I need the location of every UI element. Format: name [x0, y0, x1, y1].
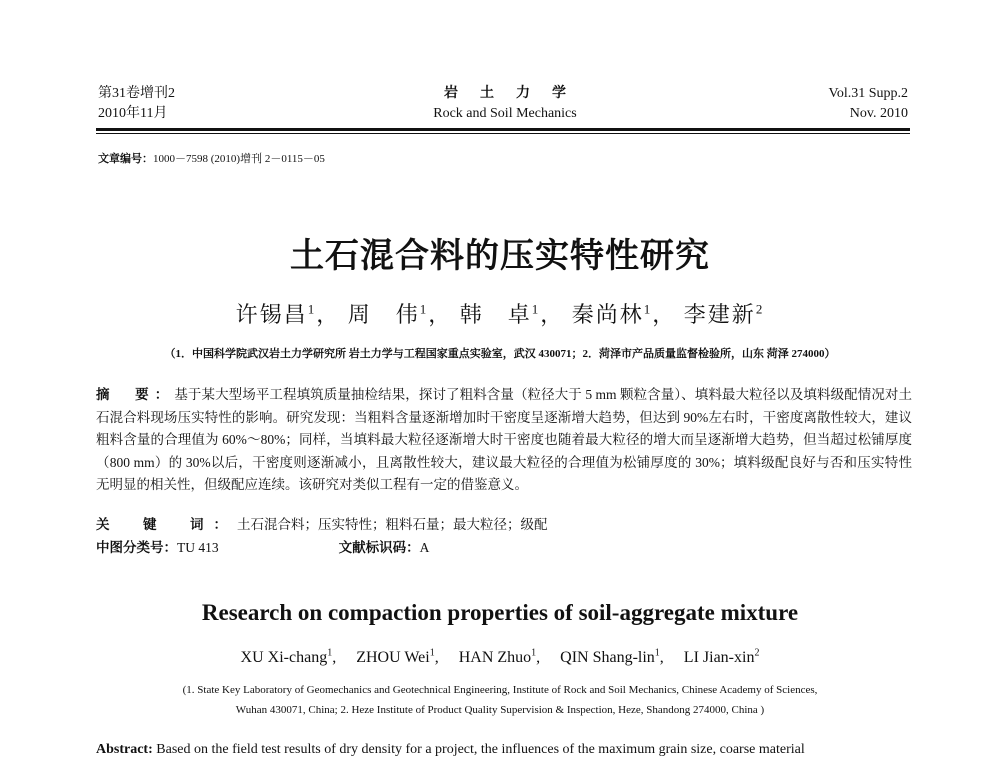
affiliation-zh: （1．中国科学院武汉岩土力学研究所 岩土力学与工程国家重点实验室，武汉 430071；2．菏泽市产品质量监督检验所，山东 菏泽 274000）: [164, 348, 836, 360]
journal-date-en: Nov. 2010: [849, 106, 908, 121]
author-zh: 韩 卓$^1$: [459, 301, 541, 327]
authors-zh: 许锡昌$^1$， 周 伟$^1$， 韩 卓$^1$， 秦尚林$^1$， 李建新$^2$: [235, 301, 765, 327]
header-rule-thin: [96, 133, 910, 134]
clc-label: 中图分类号：: [96, 540, 177, 555]
abstract-zh-label: 摘 要：: [96, 387, 175, 402]
article-number-label: 文章编号：: [98, 153, 153, 165]
author-en: LI Jian-xin$^2$: [683, 648, 760, 667]
abstract-en-label: Abstract:: [96, 742, 153, 757]
author-en: QIN Shang-lin$^1$,: [560, 648, 664, 667]
clc-value: TU 413: [177, 540, 219, 555]
journal-name-zh: 岩土力学: [444, 86, 588, 101]
affiliation-en: [0, 680, 1000, 720]
author-zh: 李建新$^2$: [683, 301, 765, 327]
author-zh: 许锡昌$^1$: [235, 301, 317, 327]
journal-date-zh: 2010年11月: [98, 106, 168, 121]
header-rule-thick: [96, 128, 910, 131]
affiliation-en-line1: (1. State Key Laboratory of Geomechanics and Geotechnical Engineering, Institute of Rock and Soil Mechanics, Chinese Academy of Sciences,: [182, 684, 818, 696]
article-number: [98, 150, 325, 166]
author-en: ZHOU Wei$^1$,: [356, 648, 439, 667]
author-en: XU Xi-chang$^1$,: [240, 648, 337, 667]
author-zh: 周 伟$^1$: [347, 301, 429, 327]
author-zh: 秦尚林$^1$: [571, 301, 653, 327]
abstract-zh-text: 基于某大型场平工程填筑质量抽检结果，探讨了粗料含量（粒径大于 5 mm 颗粒含量）、填料最大粒径以及填料级配情况对土石混合料现场压实特性的影响。研究发现：当粗料含量逐渐增加时干密度呈逐渐增大趋势，但达到 90%左右时，干密度离散性较大，建议粗料含量的合理值为 60%～80%；同样，当填料最大粒径逐渐增大时干密度也随着最大粒径的增大而呈逐渐增大趋势，但当超过松铺厚度（800 mm）的 30%以后，干密度则逐渐减小，且离散性较大，建议最大粒径的合理值为松铺厚度的 30%；填料级配良好与否和压实特性无明显的相关性，但级配应连续。该研究对类似工程有一定的借鉴意义。: [96, 387, 913, 493]
keywords-zh: [96, 514, 548, 536]
page-title-en: Research on compaction properties of soil-aggregate mixture: [201, 600, 799, 625]
journal-name-en: Rock and Soil Mechanics: [433, 106, 577, 121]
journal-volume-en: Vol.31 Supp.2: [828, 86, 908, 101]
abstract-en-text: Based on the field test results of dry density for a project, the influences of the maximum grain size, coarse material: [152, 742, 805, 757]
journal-volume: 第31卷增刊2: [98, 86, 175, 101]
journal-volume-block: [98, 84, 175, 124]
doc-code-value: A: [419, 540, 430, 555]
keywords-zh-label: 关 键 词：: [96, 517, 237, 532]
journal-volume-en-block: [829, 84, 908, 124]
doc-code-label: 文献标识码：: [338, 540, 420, 555]
abstract-zh: [96, 384, 912, 497]
author-en: HAN Zhuo$^1$,: [458, 648, 541, 667]
authors-en: [0, 648, 1000, 667]
affiliation-en-line2: Wuhan 430071, China; 2. Heze Institute of Product Quality Supervision & Inspection, Heze, Shandong 274000, China ): [235, 704, 765, 716]
abstract-en: [96, 740, 912, 760]
journal-name-block: [370, 84, 640, 124]
article-number-value: 1000－7598 (2010)增刊 2－0115－05: [153, 153, 325, 165]
keywords-zh-text: 土石混合料；压实特性；粗料石量；最大粒径；级配: [237, 517, 548, 532]
classification-row: [96, 537, 429, 559]
page-title-zh: 土石混合料的压实特性研究: [290, 236, 710, 276]
